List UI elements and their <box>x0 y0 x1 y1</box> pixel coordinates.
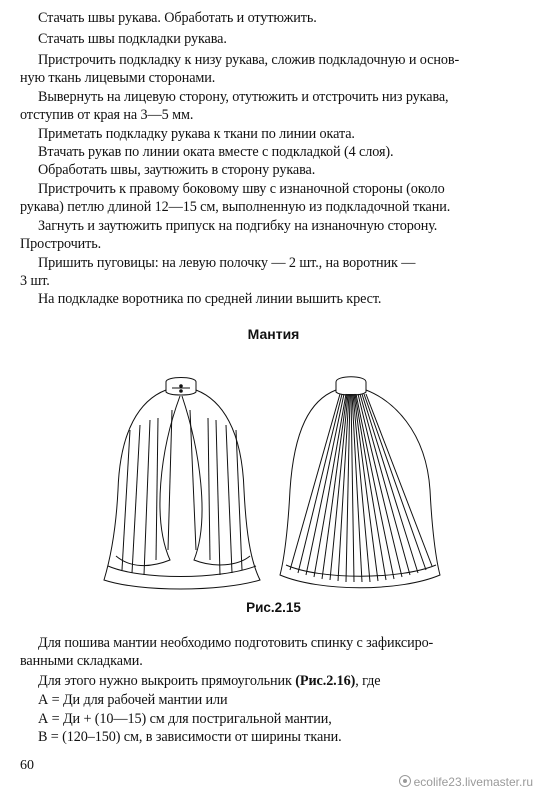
text-line: Пристрочить подкладку к низу рукава, сложив подкладочную и основ- <box>38 52 460 68</box>
text-line: отступив от края на 3—5 мм. <box>20 107 194 123</box>
text-line: 3 шт. <box>20 273 50 289</box>
text-line: Пришить пуговицы: на левую полочку — 2 шт., на воротник — <box>38 255 416 271</box>
text-line: Стачать швы подкладки рукава. <box>38 31 227 47</box>
text-line: Для пошива мантии необходимо подготовить спинку с зафиксиро- <box>38 635 434 651</box>
text-line: А = Ди для рабочей мантии или <box>38 692 228 708</box>
section-heading: Мантия <box>247 326 300 342</box>
text-line: Вывернуть на лицевую сторону, отутюжить и отстрочить низ рукава, <box>38 89 449 105</box>
figure-caption: Рис.2.15 <box>246 600 301 615</box>
text-line: Приметать подкладку рукава к ткани по линии оката. <box>38 126 355 142</box>
figure-reference: (Рис.2.16) <box>295 673 356 689</box>
text-line <box>38 673 538 690</box>
text-line: А = Ди + (10—15) см для постригальной мантии, <box>38 711 332 727</box>
text-line: В = (120–150) см, в зависимости от ширины ткани. <box>38 729 342 745</box>
text-line: Загнуть и заутюжить припуск на подгибку на изнаночную сторону. <box>38 218 438 234</box>
text-segment: , где <box>355 673 381 689</box>
text-line: Прострочить. <box>20 236 102 252</box>
text-line: ную ткань лицевыми сторонами. <box>20 70 216 86</box>
text-line: Втачать рукав по линии оката вместе с подкладкой (4 слоя). <box>38 144 394 160</box>
cloak-front-view <box>104 378 260 590</box>
text-line: На подкладке воротника по средней линии вышить крест. <box>38 291 382 307</box>
text-line: ванными складками. <box>20 653 143 669</box>
page-number: 60 <box>20 758 34 773</box>
watermark-text: ecolife23.livemaster.ru <box>413 775 533 789</box>
text-line: Стачать швы рукава. Обработать и отутюжить. <box>38 10 317 26</box>
text-line: Пристрочить к правому боковому шву с изнаночной стороны (около <box>38 181 445 197</box>
livemaster-logo-icon <box>399 775 411 787</box>
cloak-illustration <box>100 370 450 595</box>
text-line: Обработать швы, заутюжить в сторону рукава. <box>38 162 316 178</box>
watermark <box>399 775 533 789</box>
text-line: рукава) петлю длиной 12—15 см, выполненную из подкладочной ткани. <box>20 199 451 215</box>
cloak-back-view <box>280 377 440 588</box>
text-segment: Для этого нужно выкроить прямоугольник <box>38 673 296 689</box>
